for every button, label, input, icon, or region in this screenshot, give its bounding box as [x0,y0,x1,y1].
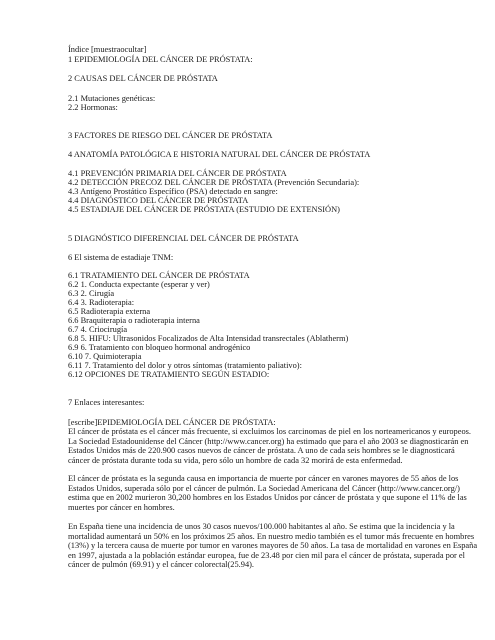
toc-item-6-6[interactable]: 6.6 Braquiterapia o radioterapia interna [68,316,200,325]
toc-item-6[interactable]: 6 El sistema de estadiaje TNM: [68,253,174,262]
toc-item-2[interactable]: 2 CAUSAS DEL CÁNCER DE PRÓSTATA [68,74,218,83]
toc-item-4-1[interactable]: 4.1 PREVENCIÓN PRIMARIA DEL CÁNCER DE PRÓSTATA [68,169,287,178]
toc-item-2-2[interactable]: 2.2 Hormonas: [68,103,118,112]
toc-item-6-3[interactable]: 6.3 2. Cirugía [68,289,115,298]
toc-item-6-12[interactable]: 6.12 OPCIONES DE TRATAMIENTO SEGÚN ESTADIO: [68,370,270,379]
toc-item-4-2[interactable]: 4.2 DETECCIÓN PRECOZ DEL CÁNCER DE PRÓSTATA (Prevención Secundaria): [68,178,360,187]
toc-item-6-4[interactable]: 6.4 3. Radioterapia: [68,298,135,307]
toc-item-6-9[interactable]: 6.9 6. Tratamiento con bloqueo hormonal androgénico [68,343,251,352]
toc-item-7[interactable]: 7 Enlaces interesantes: [68,398,145,407]
toc-item-6-2[interactable]: 6.2 1. Conducta expectante (esperar y ver) [68,280,210,289]
body-paragraph-1: El cáncer de próstata es el cáncer más frecuente, si excluimos los carcinomas de piel en los norteamericanos y europeos. La Sociedad Estadounidense del Cáncer (http://www.cancer.org) ha estimado que para el año 2003 se diagnosticarán en Estados Unidos más de 220.900 casos nuevos de cáncer de próstata. A uno de cada seis hombres se le diagnosticará cáncer de próstata durante toda su vida, pero sólo un hombre de cada 32 morirá de esta enfermedad. [68,427,471,465]
body-paragraph-3: En España tiene una incidencia de unos 30 casos nuevos/100.000 habitantes al año. Se estima que la incidencia y la mortalidad aumentará un 50% en los próximos 25 años. En nuestro medio también es el tumor más frecuente en hombres (13%) y la tercera causa de muerte por tumor en varones mayores de 50 años. La tasa de mortalidad en varones en España en 1997, ajustada a la población estándar europea, fue de 23.48 por cien mil para el cáncer de próstata, superada por el cáncer de pulmón (69.91) y el cáncer colorectal(25.94). [68,522,478,569]
toc-item-5[interactable]: 5 DIAGNÓSTICO DIFERENCIAL DEL CÁNCER DE PRÓSTATA [68,234,299,243]
toc-item-4-5[interactable]: 4.5 ESTADIAJE DEL CÁNCER DE PRÓSTATA (ESTUDIO DE EXTENSIÓN) [68,205,340,214]
toc-item-4-4[interactable]: 4.4 DIAGNÓSTICO DEL CÁNCER DE PRÓSTATA [68,196,249,205]
toc-item-3[interactable]: 3 FACTORES DE RIESGO DEL CÁNCER DE PRÓSTATA [68,131,273,140]
toc-item-6-1[interactable]: 6.1 TRATAMIENTO DEL CÁNCER DE PRÓSTATA [68,271,250,280]
toc-item-6-10[interactable]: 6.10 7. Quimioterapia [68,352,142,361]
toc-item-4-3[interactable]: 4.3 Antígeno Prostático Específico (PSA) detectado en sangre: [68,187,278,196]
toc-item-1[interactable]: 1 EPIDEMIOLOGÍA DEL CÁNCER DE PRÓSTATA: [68,55,253,64]
toc-item-2-1[interactable]: 2.1 Mutaciones genéticas: [68,94,156,103]
body-paragraph-2: El cáncer de próstata es la segunda causa en importancia de muerte por cáncer en varones mayores de 55 años de los Estados Unidos, superada sólo por el cáncer de pulmón. La Sociedad Americana del Cáncer (http://www.cancer.org/) estima que en 2002 murieron 30,200 hombres en los Estados Unidos por cáncer de próstata y que supone el 11% de las muertes por cáncer en hombres. [68,474,467,512]
toc-item-6-7[interactable]: 6.7 4. Criocirugía [68,325,128,334]
toc-item-4[interactable]: 4 ANATOMÍA PATOLÓGICA E HISTORIA NATURAL DEL CÁNCER DE PRÓSTATA [68,150,371,159]
toc-item-6-5[interactable]: 6.5 Radioterapia externa [68,307,151,316]
index-header[interactable]: Índice [muestraocultar] [68,45,147,54]
section-heading: [escribe]EPIDEMIOLOGÍA DEL CÁNCER DE PRÓSTATA: [68,418,276,427]
toc-item-6-8[interactable]: 6.8 5. HIFU: Ultrasonidos Focalizados de Alta Intensidad transrectales (Ablatherm) [68,334,349,343]
toc-item-6-11[interactable]: 6.11 7. Tratamiento del dolor y otros síntomas (tratamiento paliativo): [68,361,302,370]
